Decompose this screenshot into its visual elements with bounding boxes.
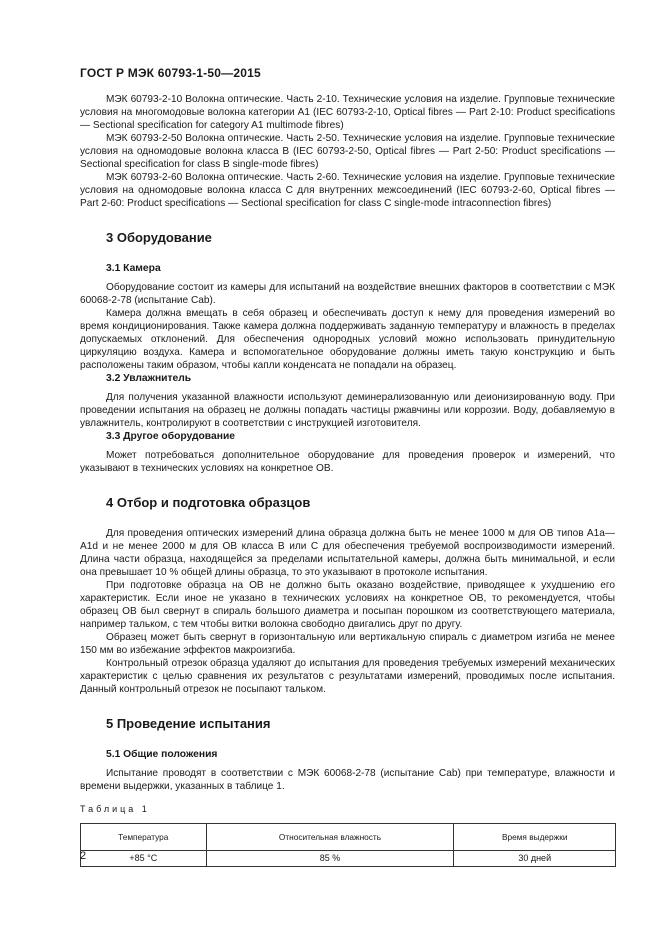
paragraph: Для получения указанной влажности используют деминерализованную или деионизированную воду. При проведении испытания на образец не должны попадать частицы ржавчины или коррозии. Воду, добавляемую в увлажнитель, контролируют в соответствии с инструкцией изготовителя. <box>80 392 615 429</box>
table-header-cell: Время выдержки <box>454 824 616 851</box>
paragraph: При подготовке образца на ОВ не должно быть оказано воздействие, приводящее к ухудшению его характеристик. Если иное не указано в технических условиях на конкретное ОВ, то рекомендуется, чтобы образец ОВ был свернут в спираль большого диаметра и посыпан порошком из соответствующего материала, например тальком, с тем чтобы витки волокна свободно двигались друг по другу. <box>80 580 615 630</box>
paragraph: Оборудование состоит из камеры для испытаний на воздействие внешних факторов в соответствии с МЭК 60068-2-78 (испытание Cab). <box>80 282 615 306</box>
table-cell: 85 % <box>206 851 454 867</box>
subsection-heading: 3.1 Камера <box>106 263 161 274</box>
table-header-cell: Температура <box>81 824 207 851</box>
document-header: ГОСТ Р МЭК 60793-1-50—2015 <box>80 66 261 80</box>
subsection-heading: 5.1 Общие положения <box>106 749 218 760</box>
table-caption: Таблица 1 <box>80 804 150 814</box>
section-heading: 3 Оборудование <box>106 230 212 245</box>
paragraph: Для проведения оптических измерений длина образца должна быть не менее 1000 м для ОВ типов A1a—A1d и не менее 2000 м для ОВ класса B или C для обеспечения требуемой воспроизводимости измерений. Длина части образца, находящейся за пределами испытательной камеры, должна быть минимальной, и если она превышает 10 % общей длины образца, то это указывают в протоколе испытания. <box>80 528 615 578</box>
paragraph: Испытание проводят в соответствии с МЭК 60068-2-78 (испытание Cab) при температуре, влажности и времени выдержки, указанных в таблице 1. <box>80 768 615 792</box>
reference-item: МЭК 60793-2-10 Волокна оптические. Часть 2-10. Технические условия на изделие. Групповые технические условия на многомодовые волокна категории A1 (IEC 60793-2-10, Optical fibres — Part 2-10: Product specifications — Sectional specification for category A1 multimode fibres) <box>80 94 615 131</box>
table-header-cell: Относительная влажность <box>206 824 454 851</box>
reference-item: МЭК 60793-2-50 Волокна оптические. Часть 2-50. Технические условия на изделие. Групповые технические условия на одномодовые волокна класса B (IEC 60793-2-50, Optical fibres — Part 2-50: Product specifications — Sectional specification for class B single-mode fibres) <box>80 133 615 170</box>
section-heading: 5 Проведение испытания <box>106 716 271 731</box>
table-cell: 30 дней <box>454 851 616 867</box>
page-number: 2 <box>80 850 87 862</box>
paragraph: Образец может быть свернут в горизонтальную или вертикальную спираль с диаметром изгиба не менее 150 мм во избежание эффектов макроизгиба. <box>80 632 615 656</box>
table-cell: +85 °С <box>81 851 207 867</box>
subsection-heading: 3.2 Увлажнитель <box>106 373 192 384</box>
table-row <box>81 851 616 867</box>
paragraph: Может потребоваться дополнительное оборудование для проведения проверок и измерений, что указывают в технических условиях на конкретное ОВ. <box>80 450 615 474</box>
paragraph: Контрольный отрезок образца удаляют до испытания для проведения требуемых измерений механических характеристик с целью сравнения их результатов с результатами измерений, проводимых после испытания. Данный контрольный отрезок не посыпают тальком. <box>80 658 615 695</box>
reference-item: МЭК 60793-2-60 Волокна оптические. Часть 2-60. Технические условия на изделие. Групповые технические условия на одномодовые волокна класса C для внутренних межсоединений (IEC 60793-2-60, Optical fibres — Part 2-60: Product specifications — Sectional specification for class C single-mode intraconnection fibres) <box>80 172 615 209</box>
document-body <box>80 93 615 867</box>
paragraph: Камера должна вмещать в себя образец и обеспечивать доступ к нему для проведения измерений во время кондиционирования. Также камера должна поддерживать заданную температуру и влажность в пределах допускаемых отклонений. Для обеспечения однородных условий можно использовать принудительную циркуляцию воздуха. Камера и вспомогательное оборудование должны иметь такую конструкцию и быть расположены таким образом, чтобы капли конденсата не попадали на образец. <box>80 308 615 371</box>
table-header-row <box>81 824 616 851</box>
conditions-table <box>80 823 616 867</box>
subsection-heading: 3.3 Другое оборудование <box>106 431 236 442</box>
section-heading: 4 Отбор и подготовка образцов <box>106 495 311 510</box>
